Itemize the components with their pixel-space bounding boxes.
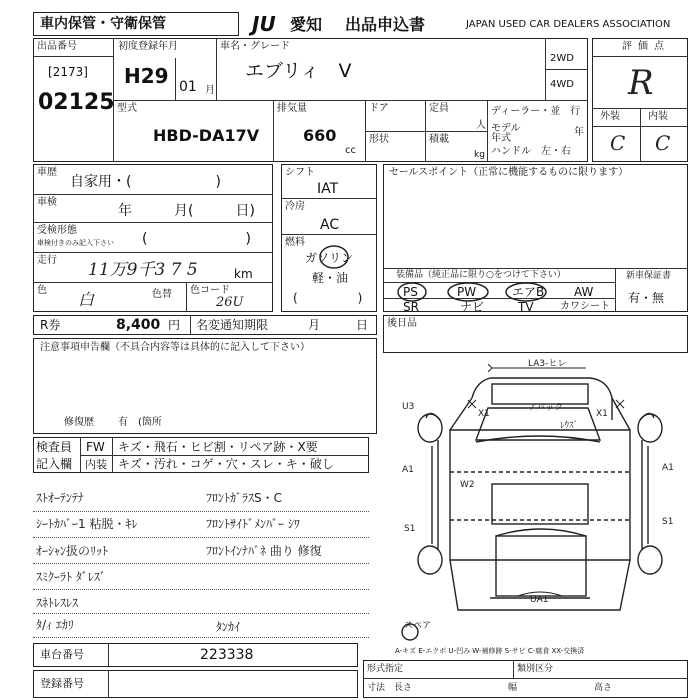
- displacement-label: 排気量: [277, 103, 307, 114]
- handnote-5: ｽﾈﾄﾚｽﾚｽ: [36, 596, 79, 610]
- handnote-right-3: ﾌﾛﾝﾄｲﾝﾅﾊﾞﾈ 曲り 修復: [206, 544, 322, 558]
- height-label: 高さ: [594, 683, 613, 693]
- inspector-label-1: 検査員: [36, 440, 73, 454]
- rating-value: R: [628, 63, 654, 103]
- brand-logo: JU: [252, 12, 276, 36]
- recycle-label: R券: [40, 318, 61, 332]
- color-label: 色: [37, 285, 47, 296]
- equipment-label: 装備品（純正品に限り○をつけて下さい）: [396, 270, 566, 280]
- inspector-label-2: 記入欄: [36, 457, 73, 471]
- chassis-value: 223338: [200, 647, 254, 663]
- repair-value: 有 (箇所: [118, 417, 162, 428]
- form-title: 出品申込書: [345, 15, 426, 34]
- size-label: 寸法: [367, 683, 386, 693]
- length-label: 長さ: [394, 683, 413, 693]
- lot-label: 出品番号: [37, 41, 77, 52]
- aircon-value: AC: [320, 217, 340, 233]
- acceptance-value: ( ): [142, 231, 251, 247]
- equipment-tv: TV: [518, 300, 534, 314]
- load-unit: kg: [474, 150, 485, 160]
- capacity-unit: 人: [476, 120, 486, 131]
- rating-label: 評価点: [622, 41, 670, 52]
- handnote-right-2: ﾌﾛﾝﾄｻｲﾄﾞﾒﾝﾊﾞｰ ｼﾜ: [206, 517, 300, 531]
- exterior-label: 外装: [600, 111, 620, 122]
- fuel-diesel: 軽・油: [312, 271, 349, 285]
- equipment-airbag: エアB: [512, 285, 545, 299]
- plate-label: 登録番号: [40, 677, 84, 690]
- model-label: 型式: [117, 103, 137, 114]
- diagram-label-a1b: A1: [662, 463, 674, 473]
- fuel-circle-mark: [318, 244, 350, 270]
- repair-label: 修復歴: [64, 417, 94, 428]
- handnote-2: ｼｰﾄｶﾊﾞｰ1 粘脱・ｷﾚ: [36, 517, 138, 531]
- equipment-navi: ナビ: [460, 300, 485, 314]
- recycle-value: 8,400: [116, 317, 161, 333]
- diagram-label-s1b: S1: [662, 517, 674, 527]
- drive-4wd: 4WD: [550, 79, 574, 90]
- registration-label: 初度登録年月: [118, 41, 178, 52]
- recycle-unit: 円: [168, 318, 181, 332]
- color-value: 白: [78, 290, 95, 309]
- shift-value: IAT: [317, 181, 339, 197]
- equipment-aw: AW: [574, 285, 594, 299]
- history-label: 車歴: [37, 167, 57, 178]
- notice-label: 名変通知期限: [196, 318, 269, 332]
- handle-label: ハンドル 左・右: [491, 146, 571, 157]
- inspection-label: 車検: [37, 197, 57, 208]
- spare-label: スペア: [404, 621, 432, 631]
- warranty-label: 新車保証書: [626, 271, 672, 281]
- interior-label: 内装: [648, 111, 668, 122]
- diagram-label-airbag: アバック: [528, 403, 564, 413]
- width-label: 幅: [508, 683, 518, 693]
- registration-month: 01: [179, 79, 197, 95]
- handnote-right-1: ﾌﾛﾝﾄｶﾞﾗｽS・C: [206, 491, 282, 505]
- chassis-label: 車台番号: [40, 648, 84, 661]
- lot-sub-number: [2173]: [48, 65, 88, 79]
- diagram-label-glass: ﾚｳｽﾞ: [560, 421, 579, 431]
- diagram-label-w2: W2: [460, 480, 475, 490]
- shift-label: シフト: [285, 167, 315, 178]
- car-name-label: 車名・グレード: [220, 41, 290, 52]
- equipment-circle-marks: [396, 282, 566, 302]
- equipment-sr: SR: [403, 300, 419, 314]
- fuel-gasoline: ガソリン: [305, 251, 354, 265]
- acceptance-note: 車検付きのみ記入下さい: [37, 239, 114, 247]
- interior-value: C: [655, 131, 671, 155]
- handnote-1: ｽﾄｵｰﾃﾝﾃﾅ: [36, 491, 85, 505]
- equipment-kawasheet: カワシート: [560, 301, 610, 312]
- diagram-label-ua1: UA1: [530, 595, 549, 605]
- diagram-legend: A-キズ E-エクボ U-凹み W-補修跡 S-サビ C-腐食 XX-交換済: [395, 647, 585, 655]
- history-value: 自家用・( ): [70, 174, 221, 190]
- mileage-value: 11万9千3 7 5: [88, 260, 198, 280]
- diagram-label-x1b: X1: [596, 409, 608, 419]
- warranty-value: 有・無: [628, 291, 665, 305]
- color-code-value: 26U: [216, 295, 244, 310]
- fuel-other: ( ): [293, 291, 363, 305]
- diagram-label-top: LA3-ヒレ: [528, 359, 567, 369]
- mileage-unit: km: [234, 267, 253, 281]
- model-value: HBD-DA17V: [153, 126, 260, 145]
- handnote-6: ﾀ/ｨ ｴｶﾘ: [36, 618, 74, 632]
- displacement-value: 660: [303, 126, 337, 145]
- interior-insp-items: キズ・汚れ・コゲ・穴・スレ・キ・破し: [118, 457, 334, 471]
- equipment-pw: PW: [457, 285, 477, 299]
- association-name: JAPAN USED CAR DEALERS ASSOCIATION: [466, 19, 671, 30]
- lot-number: 02125: [38, 90, 115, 115]
- diagram-label-x1: X1: [478, 409, 490, 419]
- model-spec-label: 形式指定: [367, 664, 404, 674]
- shape-label: 形状: [369, 134, 389, 145]
- later-date-label: 後日品: [387, 318, 417, 329]
- inspection-value: 年 月( 日): [118, 203, 255, 219]
- interior-insp-label: 内装: [85, 458, 107, 471]
- equipment-ps: PS: [403, 285, 418, 299]
- model-year-label: モデル 年式: [491, 123, 521, 144]
- fw-items: キズ・飛石・ヒビ割・リペア跡・X要: [118, 440, 318, 454]
- aircon-label: 冷房: [285, 201, 305, 212]
- registration-month-unit: 月: [205, 85, 215, 96]
- car-name-value: エブリィ V: [245, 60, 352, 82]
- capacity-label: 定員: [429, 103, 449, 114]
- category-label: 類別区分: [517, 664, 554, 674]
- dealer-parallel-label: ディーラー・並 行: [491, 106, 581, 117]
- diagram-label-a1: A1: [402, 465, 414, 475]
- fw-label: FW: [86, 440, 105, 454]
- handnote-right-6: ﾀﾝｶｲ: [216, 620, 241, 634]
- fuel-label: 燃料: [285, 237, 305, 248]
- mileage-label: 走行: [37, 255, 57, 266]
- repaint-label: 色替: [152, 289, 172, 300]
- displacement-unit: cc: [345, 145, 356, 156]
- acceptance-label: 受検形態: [37, 225, 77, 236]
- handnote-4: ｽﾐｸｰﾗﾄ ﾀﾞﾚｽﾞ: [36, 570, 106, 584]
- handnote-3: ｵｰｼｬﾝ扱のﾘｯﾄ: [36, 544, 109, 558]
- load-label: 積載: [429, 134, 449, 145]
- notice-month: 月: [308, 318, 321, 332]
- registration-era-year: H29: [124, 64, 169, 88]
- sales-point-label: セールスポイント（正常に機能するものに限ります）: [389, 167, 629, 178]
- color-code-label: 色コード: [190, 285, 230, 296]
- doors-label: ドア: [369, 103, 389, 114]
- diagram-label-s1: S1: [404, 524, 416, 534]
- later-date-box: [383, 315, 688, 353]
- drive-2wd: 2WD: [550, 53, 574, 64]
- notice-day: 日: [356, 318, 369, 332]
- diagram-label-u3: U3: [402, 402, 415, 412]
- exterior-value: C: [610, 131, 626, 155]
- notes-label: 注意事項申告欄（不具合内容等は具体的に記入して下さい）: [40, 342, 310, 353]
- model-year-unit: 年: [574, 127, 584, 138]
- storage-label: 車内保管・守衛保管: [40, 16, 166, 32]
- brand-name: 愛知: [290, 15, 323, 34]
